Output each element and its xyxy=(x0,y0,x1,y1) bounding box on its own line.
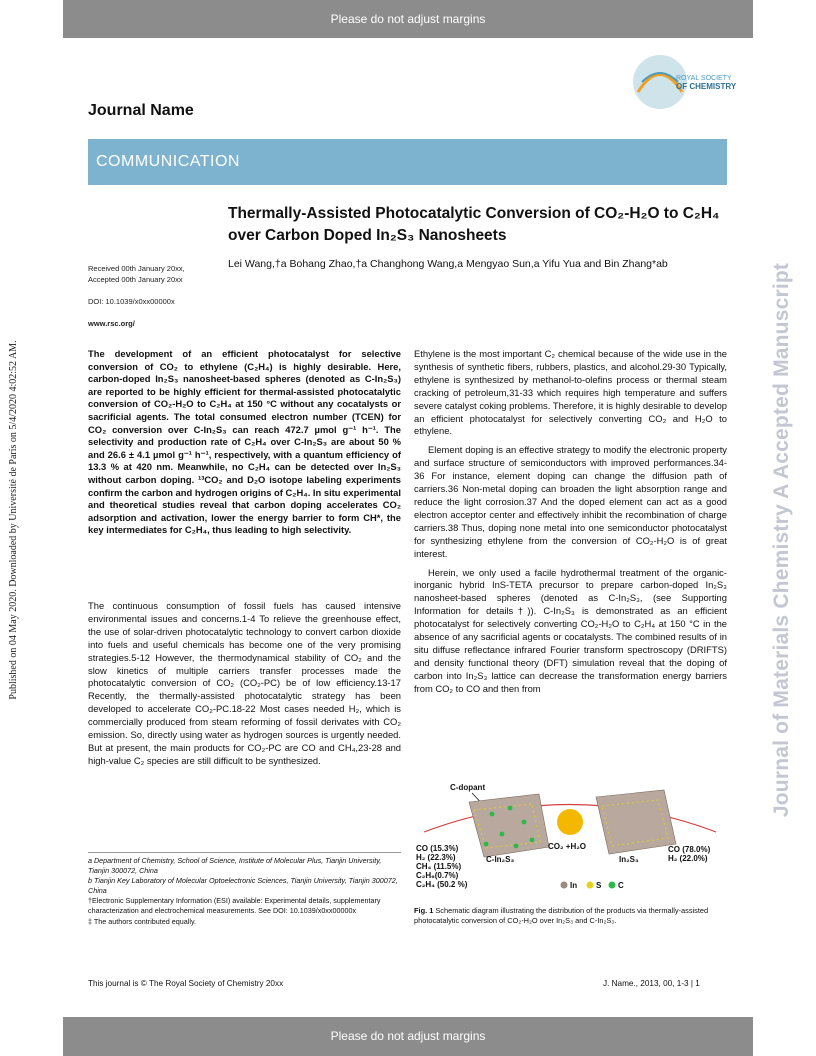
title-line-2: over Carbon Doped In₂S₃ Nanosheets xyxy=(228,227,507,244)
carbon-dopant-dot xyxy=(530,838,535,843)
footnote-equal-contribution: ‡ The authors contributed equally. xyxy=(88,916,197,926)
margin-note-bottom: Please do not adjust margins xyxy=(63,1017,753,1056)
c-in2s3-nanosheet xyxy=(469,794,549,857)
footnote-affiliation-a: a Department of Chemistry, School of Science, Institute of Molecular Plus, Tianjin University, Tianjin 300072, China xyxy=(88,856,382,875)
dopant-label: C-dopant xyxy=(450,783,486,792)
in2s3-label: In₂S₃ xyxy=(619,855,639,864)
carbon-dopant-dot xyxy=(508,806,513,811)
logo-text-2: OF CHEMISTRY xyxy=(676,82,737,91)
title-line-1: Thermally-Assisted Photocatalytic Conversion of CO₂-H₂O to C₂H₄ xyxy=(228,205,720,222)
accepted-date: Accepted 00th January 20xx xyxy=(88,275,183,284)
article-title xyxy=(228,203,728,247)
reactant-label: CO₂ +H₂O xyxy=(548,842,587,851)
right-product: H₂ (22.0%) xyxy=(668,854,708,863)
logo-text-1: ROYAL SOCIETY xyxy=(676,75,732,82)
footnote-divider xyxy=(88,852,401,853)
in2s3-nanosheet xyxy=(596,790,676,854)
footnotes xyxy=(88,856,401,927)
footnote-affiliation-b: b Tianjin Key Laboratory of Molecular Optoelectronic Sciences, Tianjin University, Tianjin 300072, China xyxy=(88,876,398,895)
paragraph: The continuous consumption of fossil fuels has caused intensive environmental issues and concerns.1-4 To relieve the greenhouse effect, the use of solar-driven photocatalytic technology to convert carbon dioxide into fuels and useful chemicals has become one of the very promising strategies.5-12 However, the thermodynamical stability of CO₂ and the slow kinetics of multiple carriers transfer processes made the photocatalytic conversion of CO₂ (CO₂-PC) be of low efficiency.13-17 Recently, the thermally-assisted photocatalytic strategy has been developed to accelerate CO₂-PC.18-22 Most cases needed H₂, which is commercially produced from steam reforming of fossil derivates with CO₂ emission. So, directly using water as hydrogen sources is urgently needed. But at present, the main products for CO₂-PC are CO and CH₄,23-28 and high-value C₂ species are still difficult to be synthesized. xyxy=(88,600,401,766)
accepted-manuscript-watermark: Journal of Materials Chemistry A Accepted Manuscript xyxy=(770,262,793,818)
figure-legend xyxy=(561,881,625,890)
footnote-esi: †Electronic Supplementary Information (ESI) available: Experimental details, supplementary characterization and electrochemical measurements. See DOI: 10.1039/x0xx00000x xyxy=(88,896,381,915)
paragraph: Element doping is an effective strategy to modify the electronic property and surface structure of semiconductors with improved performances.34-36 For instance, element doping can change the diffusion path of carriers.36 Non-metal doping can broaden the light absorption range and reduce the light corrosion.37 And the doped element can act as a good electron acceptor center and effectively inhibit the recombination of charge carriers.38 Thus, doping none metal into one semiconductor photocatalyst for synthesizing ethylene from the conversion of CO₂-H₂O is of great interest. xyxy=(414,444,727,559)
left-product: CH₄ (11.5%) xyxy=(416,862,462,871)
footer-citation: J. Name., 2013, 00, 1-3 | 1 xyxy=(603,979,700,988)
received-date: Received 00th January 20xx, xyxy=(88,264,185,273)
caption-label: Fig. 1 xyxy=(414,906,434,915)
footer-copyright: This journal is © The Royal Society of Chemistry 20xx xyxy=(88,979,284,988)
journal-name: Journal Name xyxy=(88,102,194,119)
left-product: C₂H₆(0.7%) xyxy=(416,871,459,880)
sun-icon xyxy=(557,809,583,835)
paragraph: Ethylene is the most important C₂ chemical because of the wide use in the synthesis of synthetic fibers, rubbers, plastics, and alcohol.29-30 Typically, ethylene is synthesized by methanol-to-olefins process or thermal steam cracking of petroleum,31-33 which requires high temperature and suffers severe catalyst coking problems. Therefore, it is highly desirable to develop an efficient photocatalyst for selectively converting CO₂ and H₂O to ethylene. xyxy=(414,348,727,437)
c-in2s3-label: C-In₂S₃ xyxy=(486,855,515,864)
doi: DOI: 10.1039/x0xx00000x xyxy=(88,297,175,306)
carbon-dopant-dot xyxy=(522,820,527,825)
author-list: Lei Wang,†a Bohang Zhao,†a Changhong Wang,a Mengyao Sun,a Yifu Yua and Bin Zhang*ab xyxy=(228,258,668,270)
legend-s-dot xyxy=(587,882,594,889)
legend-s-label: S xyxy=(596,881,602,890)
paragraph: Herein, we only used a facile hydrothermal treatment of the organic-inorganic hybrid InS-TETA precursor to prepare carbon-doped In₂S₃ nanosheet-based spheres (denoted as C-In₂S₃, (see Supporting Information for details†)). C-In₂S₃ is demonstrated as an efficient photocatalyst for selectively converting CO₂-H₂O to C₂H₄ at 150 °C in the absence of any sacrificial agents or cocatalysts. The combined results of in situ diffuse reflectance infrared Fourier transform spectroscopy (DRIFTS) and density functional theory (DFT) simulation reveal that the doping of carbon into In₂S₃ lattice can decrease the transformation energy barriers from CO₂ to CO and then from xyxy=(414,566,727,694)
carbon-dopant-dot xyxy=(514,844,519,849)
carbon-dopant-dot xyxy=(484,842,489,847)
article-type-bar: COMMUNICATION xyxy=(88,139,727,185)
legend-c-dot xyxy=(609,882,616,889)
legend-c-label: C xyxy=(618,881,624,890)
left-product-c2h4: C₂H₄ (50.2 %) xyxy=(416,880,468,889)
carbon-dopant-dot xyxy=(500,832,505,837)
abstract: The development of an efficient photocatalyst for selective conversion of CO₂ to ethylene (C₂H₄) is highly desirable. Here, carbon-doped In₂S₃ nanosheet-based spheres (denoted as C-In₂S₃) are reported to be highly efficient for thermal-assisted photocatalytic conversion of CO₂-H₂O to C₂H₄ at 150 °C without any cocatalysts or sacrificial agents. The total consumed electron number (TCEN) for CO₂ conversion over C-In₂S₃ can reach 472.7 µmol g⁻¹ h⁻¹. The selectivity and production rate of C₂H₄ over C-In₂S₃ are about 50 % and 26.6 ± 4.1 µmol g⁻¹ h⁻¹, respectively, with a quantum efficiency of 13.3 % at 420 nm. Meanwhile, no C₂H₄ can be detected over In₂S₃ without carbon doping. ¹³CO₂ and D₂O isotope labeling experiments confirm the carbon and hydrogen origins of C₂H₄. In situ experimental and theoretical studies reveal that carbon doping accelerates CO₂ adsorption and activation, lower the energy barrier to form CH*, the key intermediates for C₂H₄, thus leading to high selectivity. xyxy=(88,348,401,536)
figure-1-schematic xyxy=(414,782,727,900)
legend-in-label: In xyxy=(570,881,578,890)
rsc-logo xyxy=(630,52,737,112)
carbon-dopant-dot xyxy=(490,812,495,817)
publication-side-note: Published on 04 May 2020. Downloaded by Université de Paris on 5/4/2020 4:02:52 AM. xyxy=(8,340,19,700)
left-product: H₂ (22.3%) xyxy=(416,853,456,862)
rsc-url[interactable]: www.rsc.org/ xyxy=(88,319,135,328)
left-product: CO (15.3%) xyxy=(416,844,459,853)
figure-caption xyxy=(414,906,727,926)
column-right xyxy=(414,348,727,702)
caption-text: Schematic diagram illustrating the distribution of the products via thermally-assisted photocatalytic conversion of CO₂-H₂O over In₂S₃ and C-In₂S₃. xyxy=(414,906,709,925)
column-left xyxy=(88,600,401,774)
legend-in-dot xyxy=(561,882,568,889)
margin-note-top: Please do not adjust margins xyxy=(63,0,753,38)
right-product: CO (78.0%) xyxy=(668,845,711,854)
